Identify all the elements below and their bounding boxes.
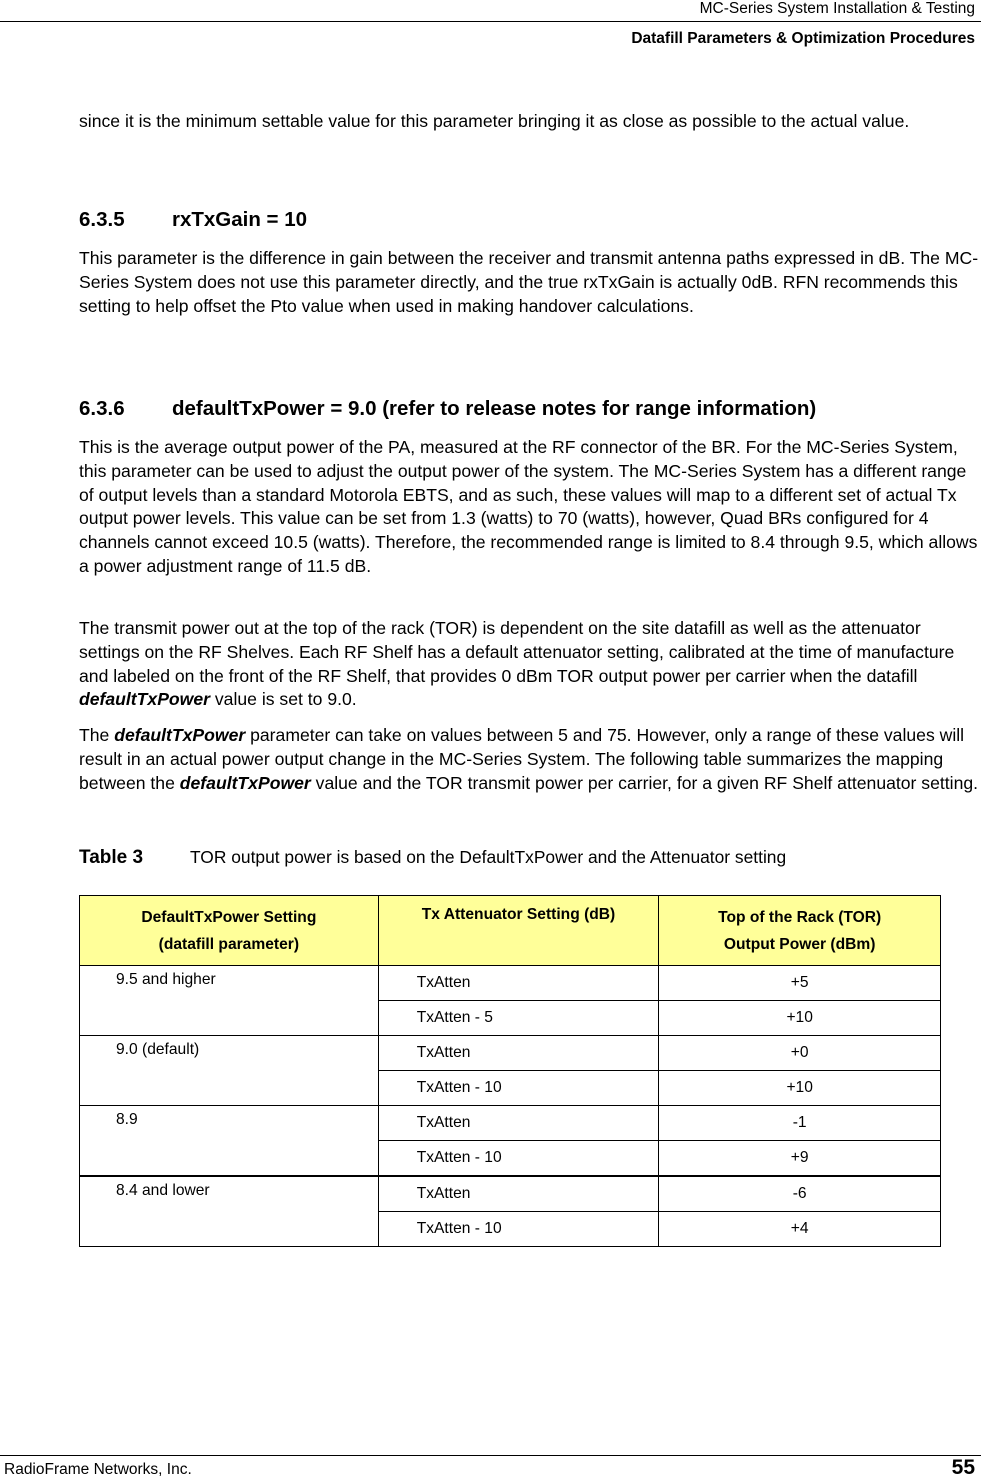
table-row	[80, 1036, 941, 1071]
table-header-row	[80, 896, 941, 966]
table-caption-label: Table 3	[79, 847, 144, 868]
tor-cell: -1	[659, 1106, 941, 1141]
footer-company: RadioFrame Networks, Inc.	[4, 1461, 192, 1478]
section-heading-635	[79, 208, 307, 232]
defaulttxpower-paragraph-2: The transmit power out at the top of the rack (TOR) is dependent on the site datafill as well as the attenuator settings on the RF Shelves. Each RF Shelf has a default attenuator setting, calibrated at the time of manufacture and labeled on the front of the RF Shelf, that provides 0 dBm TOR output power per carrier when the datafill defaultTxPower value is set to 9.0.	[79, 618, 955, 710]
setting-cell: 9.0 (default)	[80, 1036, 379, 1106]
atten-cell: TxAtten - 5	[378, 1001, 659, 1036]
tor-cell: +5	[659, 966, 941, 1001]
atten-cell: TxAtten	[378, 1106, 659, 1141]
tor-cell: +10	[659, 1001, 941, 1036]
section-heading-636	[79, 397, 816, 421]
tor-cell: +9	[659, 1141, 941, 1177]
running-header-title: MC-Series System Installation & Testing	[699, 0, 975, 17]
atten-cell: TxAtten	[378, 966, 659, 1001]
section-number: 6.3.5	[79, 208, 125, 231]
header-tx-attenuator: Tx Attenuator Setting (dB)	[378, 896, 659, 966]
tor-cell: +4	[659, 1212, 941, 1247]
tor-cell: +0	[659, 1036, 941, 1071]
page-number: 55	[951, 1456, 975, 1479]
table-row	[80, 1176, 941, 1212]
table-caption	[79, 847, 786, 869]
tor-cell: -6	[659, 1176, 941, 1212]
header-default-tx-power: DefaultTxPower Setting (datafill parameter)	[80, 896, 379, 966]
atten-cell: TxAtten - 10	[378, 1141, 659, 1177]
setting-cell: 9.5 and higher	[80, 966, 379, 1036]
table-row	[80, 966, 941, 1001]
atten-cell: TxAtten - 10	[378, 1212, 659, 1247]
atten-cell: TxAtten	[378, 1176, 659, 1212]
setting-cell: 8.9	[80, 1106, 379, 1177]
param-emphasis: defaultTxPower	[179, 772, 311, 793]
tor-power-table	[79, 895, 941, 1247]
atten-cell: TxAtten	[378, 1036, 659, 1071]
table-row	[80, 1106, 941, 1141]
section-title: rxTxGain = 10	[172, 208, 308, 231]
header-rule	[0, 21, 981, 22]
table-caption-text: TOR output power is based on the DefaultTxPower and the Attenuator setting	[190, 847, 787, 867]
header-tor-output: Top of the Rack (TOR) Output Power (dBm)	[659, 896, 941, 966]
param-emphasis: defaultTxPower	[114, 725, 246, 745]
tor-cell: +10	[659, 1071, 941, 1106]
intro-paragraph: since it is the minimum settable value for this parameter bringing it as close as possible to the actual value.	[79, 111, 910, 131]
defaulttxpower-paragraph-3: The defaultTxPower parameter can take on values between 5 and 75. However, only a range of these values will result in an actual power output change in the MC-Series System. The following table summarizes the mapping between the defaultTxPower value and the TOR transmit power per carrier, for a given RF Shelf attenuator setting.	[79, 725, 979, 793]
section-number: 6.3.6	[79, 397, 125, 420]
param-emphasis: defaultTxPower	[79, 689, 210, 710]
rxtxgain-paragraph: This parameter is the difference in gain between the receiver and transmit antenna paths expressed in dB. The MC-Series System does not use this parameter directly, and the true rxTxGain is actually 0dB. RFN recommends this setting to help offset the Pto value when used in making handover calculations.	[79, 248, 979, 316]
section-title: defaultTxPower = 9.0 (refer to release notes for range information)	[172, 397, 817, 420]
running-header-subtitle: Datafill Parameters & Optimization Procedures	[631, 30, 975, 47]
defaulttxpower-paragraph-1: This is the average output power of the PA, measured at the RF connector of the BR. For the MC-Series System, this parameter can be used to adjust the output power of the system. The MC-Series System has a different range of output levels than a standard Motorola EBTS, and as such, these values will map to a different set of actual Tx output power levels. This value can be set from 1.3 (watts) to 70 (watts), however, Quad BRs configured for 4 channels cannot exceed 10.5 (watts). Therefore, the recommended range is limited to 8.4 through 9.5, which allows a power adjustment range of 11.5 dB.	[79, 437, 978, 576]
setting-cell: 8.4 and lower	[80, 1176, 379, 1247]
footer-rule	[0, 1455, 981, 1456]
atten-cell: TxAtten - 10	[378, 1071, 659, 1106]
